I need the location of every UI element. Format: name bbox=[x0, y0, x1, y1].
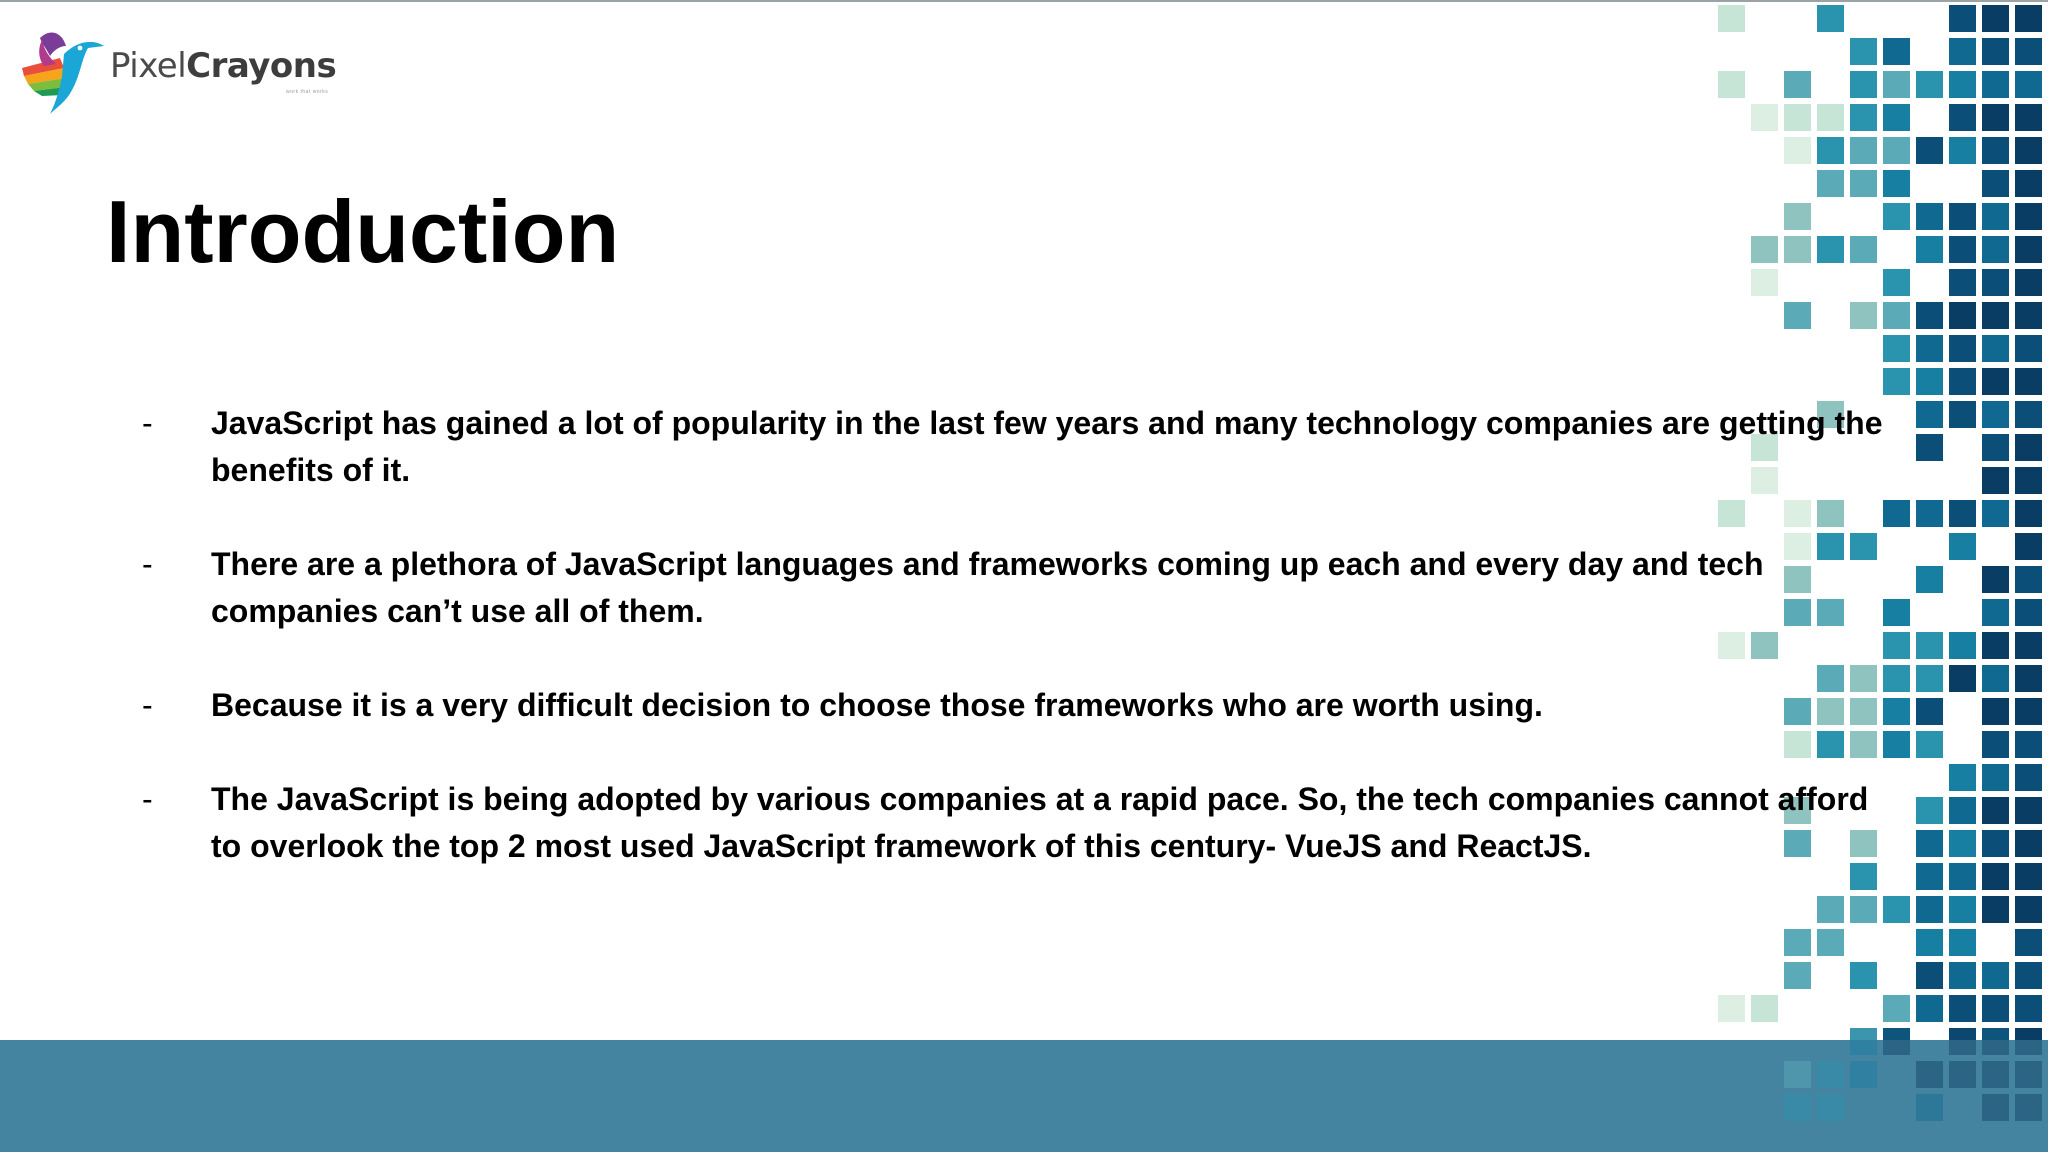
footer-mosaic-tile bbox=[1784, 1061, 1811, 1088]
footer-mosaic-tile bbox=[1817, 1094, 1844, 1121]
footer-mosaic-tile bbox=[1850, 1061, 1877, 1088]
footer-mosaic-tile bbox=[1982, 1028, 2009, 1055]
bullet-list bbox=[140, 400, 1900, 917]
bullet-marker: - bbox=[142, 405, 153, 441]
pixelcrayons-logo[interactable] bbox=[20, 22, 336, 118]
bullet-marker: - bbox=[142, 687, 153, 723]
bullet-text: Because it is a very difficult decision to choose those frameworks who are worth using. bbox=[211, 687, 1543, 723]
footer-mosaic-tile bbox=[1883, 1028, 1910, 1055]
footer-mosaic-tile bbox=[1949, 1028, 1976, 1055]
footer-mosaic-tile bbox=[2015, 1094, 2042, 1121]
footer-mosaic-tile bbox=[2015, 1028, 2042, 1055]
logo-wordmark bbox=[110, 46, 337, 95]
logo-brand-prefix: Pixel bbox=[110, 46, 187, 86]
bullet-item bbox=[140, 541, 1900, 635]
bullet-marker: - bbox=[142, 546, 153, 582]
footer-mosaic-tile bbox=[1817, 1061, 1844, 1088]
footer-mosaic-tile bbox=[1982, 1061, 2009, 1088]
bullet-marker: - bbox=[142, 781, 153, 817]
bullet-text: There are a plethora of JavaScript languages and frameworks coming up each and every day and tech companies can’t use all of them. bbox=[211, 546, 1764, 629]
bullet-item bbox=[140, 400, 1900, 494]
footer-mosaic-tile bbox=[1850, 1028, 1877, 1055]
footer-mosaic-tile bbox=[2015, 1061, 2042, 1088]
bullet-text: JavaScript has gained a lot of popularity in the last few years and many technology companies are getting the benefits of it. bbox=[211, 405, 1883, 488]
footer-mosaic-tile bbox=[1916, 1061, 1943, 1088]
slide-title: Introduction bbox=[106, 182, 620, 281]
footer-mosaic-tile bbox=[1784, 1094, 1811, 1121]
footer-mosaic-tile bbox=[1949, 1061, 1976, 1088]
logo-brand-suffix: Crayons bbox=[186, 46, 337, 86]
bullet-text: The JavaScript is being adopted by various companies at a rapid pace. So, the tech companies cannot afford to overlook the top 2 most used JavaScript framework of this century- VueJS and ReactJS. bbox=[211, 781, 1869, 864]
footer-mosaic-tile bbox=[1982, 1094, 2009, 1121]
bullet-item bbox=[140, 776, 1900, 870]
footer-mosaic-tile bbox=[1916, 1094, 1943, 1121]
logo-tagline: work that works bbox=[286, 89, 329, 95]
hummingbird-crayon-logo-icon bbox=[20, 24, 106, 116]
bullet-item bbox=[140, 682, 1900, 729]
